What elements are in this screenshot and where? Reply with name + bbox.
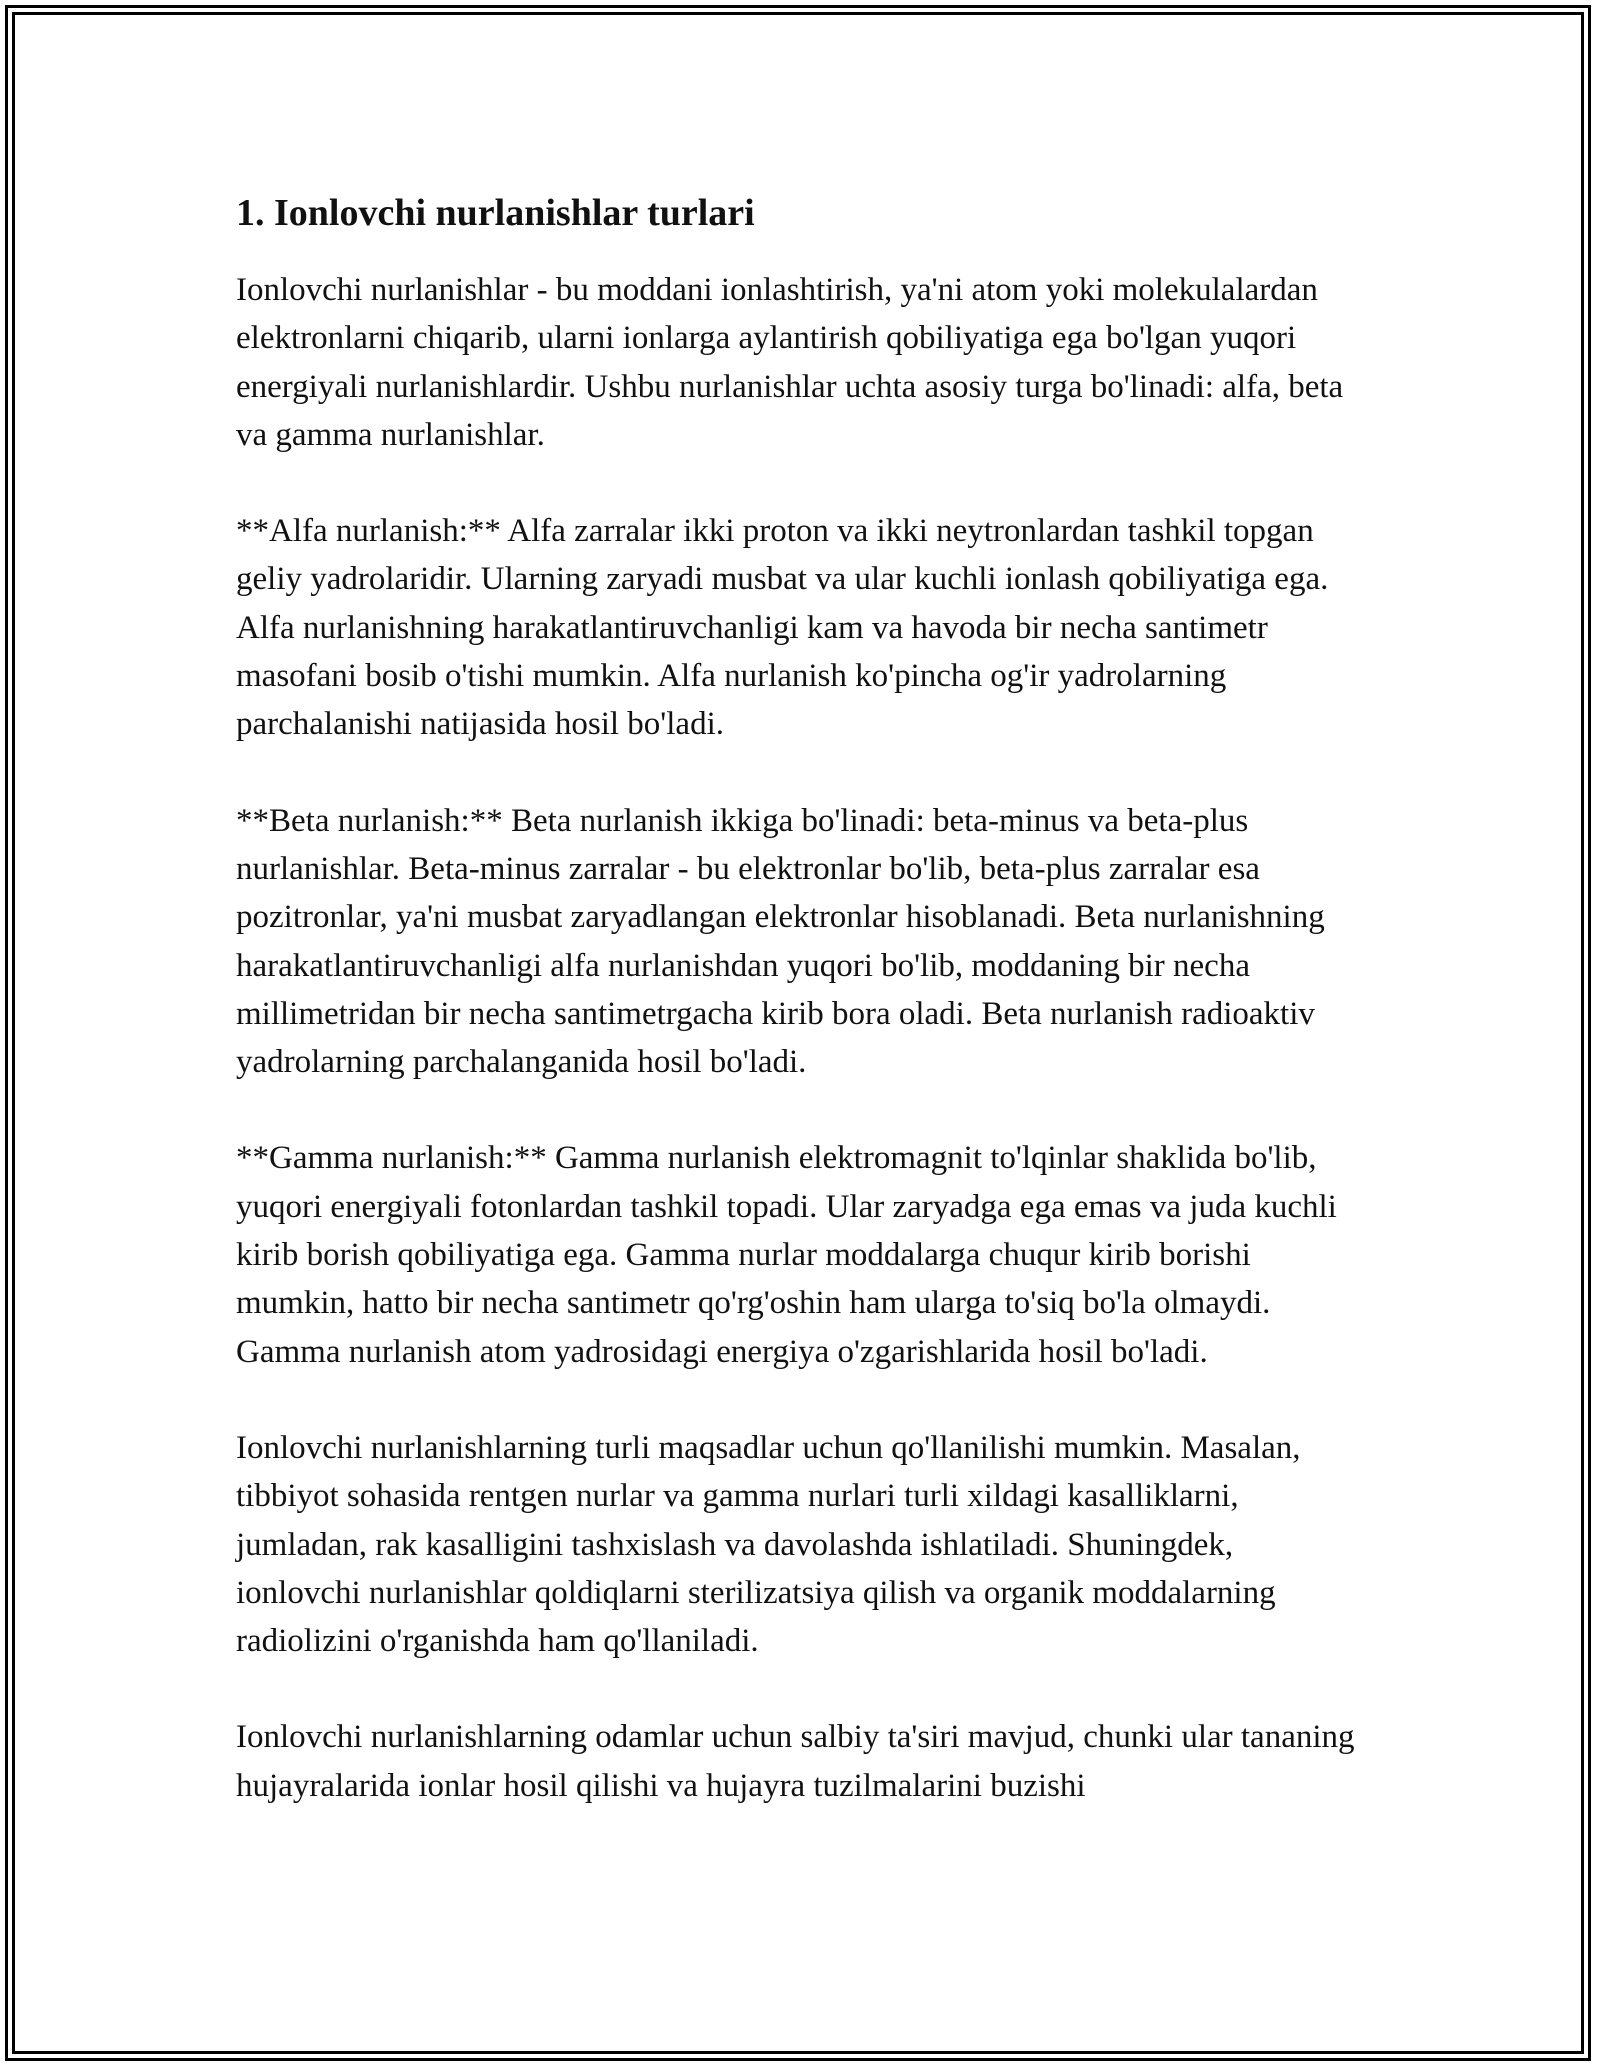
paragraph-applications: Ionlovchi nurlanishlarning turli maqsadlar uchun qo'llanilishi mumkin. Masalan, tibbiyot sohasida rentgen nurlar va gamma nurlari turli xildagi kasalliklarni, jumladan, rak kasalligini tashxislash va davolashda ishlatiladi. Shuningdek, ionlovchi nurlanishlar qoldiqlarni sterilizatsiya qilish va organik moddalarning radiolizini o'rganishda ham qo'llaniladi. <box>236 1429 1301 1660</box>
paragraph-alpha: **Alfa nurlanish:** Alfa zarralar ikki proton va ikki neytronlardan tashkil topgan geliy yadrolaridir. Ularning zaryadi musbat va ular kuchli ionlash qobiliyatiga ega. Alfa nurlanishning harakatlantiruvchanligi kam va havoda bir necha santimetr masofani bosib o'tishi mumkin. Alfa nurlanish ko'pincha og'ir yadrolarning parchalanishi natijasida hosil bo'ladi. <box>236 513 1329 743</box>
paragraph-beta: **Beta nurlanish:** Beta nurlanish ikkiga bo'linadi: beta-minus va beta-plus nurlanishlar. Beta-minus zarralar - bu elektronlar bo'lib, beta-plus zarralar esa pozitronlar, ya'ni musbat zaryadlangan elektronlar hisoblanadi. Beta nurlanishning harakatlantiruvchanligi alfa nurlanishdan yuqori bo'lib, moddaning bir necha millimetridan bir necha santimetrgacha kirib bora oladi. Beta nurlanish radioaktiv yadrolarning parchalanganida hosil bo'ladi. <box>236 802 1325 1081</box>
paragraph-intro: Ionlovchi nurlanishlar - bu moddani ionlashtirish, ya'ni atom yoki molekulalardan elektronlarni chiqarib, ularni ionlarga aylantirish qobiliyatiga ega bo'lgan yuqori energiyali nurlanishlardir. Ushbu nurlanishlar uchta asosiy turga bo'linadi: alfa, beta va gamma nurlanishlar. <box>236 272 1344 453</box>
document-body <box>236 186 1366 1858</box>
paragraph-harm: Ionlovchi nurlanishlarning odamlar uchun salbiy ta'siri mavjud, chunki ular tananing hujayralarida ionlar hosil qilishi va hujayra tuzilmalarini buzishi <box>236 1719 1355 1804</box>
section-title: 1. Ionlovchi nurlanishlar turlari <box>236 192 755 234</box>
paragraph-gamma: **Gamma nurlanish:** Gamma nurlanish elektromagnit to'lqinlar shaklida bo'lib, yuqori energiyali fotonlardan tashkil topadi. Ular zaryadga ega emas va juda kuchli kirib borish qobiliyatiga ega. Gamma nurlar moddalarga chuqur kirib borishi mumkin, hatto bir necha santimetr qo'rg'oshin ham ularga to'siq bo'la olmaydi. Gamma nurlanish atom yadrosidagi energiya o'zgarishlarida hosil bo'ladi. <box>236 1140 1337 1370</box>
